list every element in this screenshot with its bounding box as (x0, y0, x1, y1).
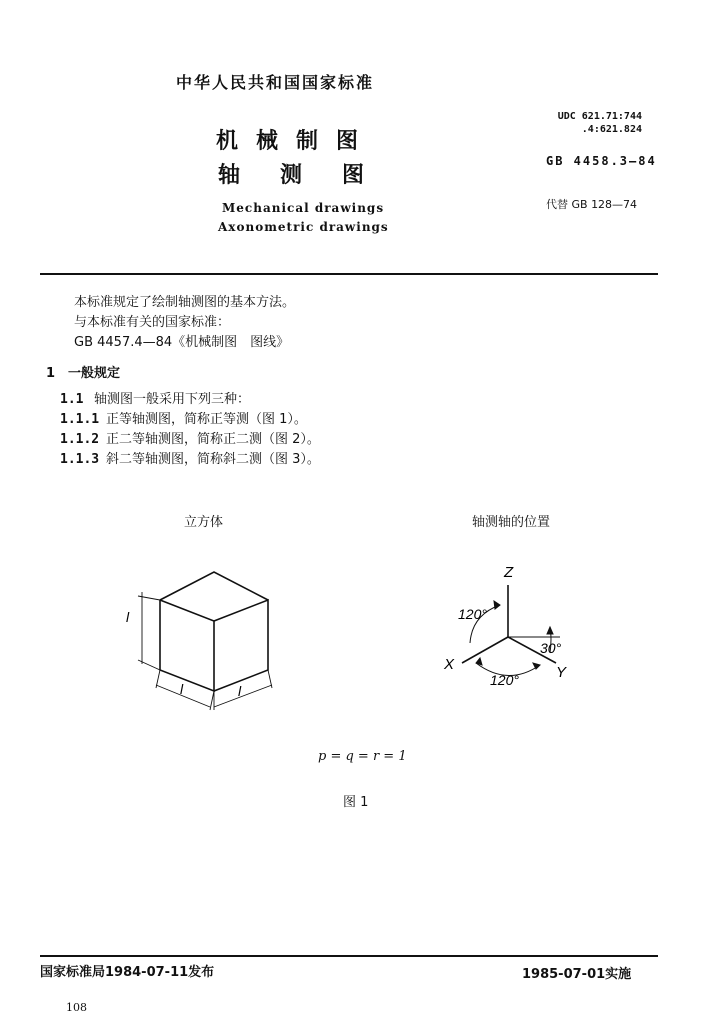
item-number: 1.1.1 (60, 412, 100, 427)
section-heading (46, 362, 120, 381)
item-number: 1.1.3 (60, 452, 100, 467)
item-text: 轴测图一般采用下列三种： (94, 392, 251, 407)
issued-date: 国家标准局1984-07-11发布 (40, 965, 215, 980)
item-text: 正二等轴测图，简称正二测（图 2）。 (106, 432, 320, 447)
dim-label-left: l (180, 681, 184, 697)
cube-caption: 立方体 (184, 515, 224, 530)
cube-front-face (160, 600, 214, 691)
angle-right-label: 30° (540, 640, 562, 656)
effective-date: 1985-07-01实施 (522, 967, 632, 982)
page-number: 108 (66, 1001, 87, 1014)
intro-line2: 与本标准有关的国家标准： (74, 315, 231, 330)
item-text: 正等轴测图，简称正等测（图 1）。 (106, 412, 307, 427)
angle-lower-label: 120° (490, 672, 519, 688)
udc-code (558, 110, 642, 136)
title-en-line1: Mechanical drawings (222, 201, 385, 215)
list-item (60, 448, 320, 467)
title-cn-line2: 轴测图 (218, 163, 405, 188)
cube-right-face (214, 600, 268, 691)
cube-top-face (160, 572, 268, 600)
axis-x-label: X (444, 656, 455, 673)
section-number: 1 (46, 366, 56, 381)
header-rule (40, 273, 658, 275)
dim-label-right: l (238, 683, 242, 699)
title-cn-line1: 机械制图 (216, 129, 377, 154)
ratio-formula: p = q = r = 1 (318, 749, 407, 764)
x-axis (462, 637, 508, 663)
item-number: 1.1.2 (60, 432, 100, 447)
intro-line1: 本标准规定了绘制轴测图的基本方法。 (74, 295, 296, 310)
angle-upper-label: 120° (458, 606, 487, 622)
footer-rule (40, 955, 658, 957)
dim-label-vertical: l (126, 609, 130, 625)
list-item (60, 428, 320, 447)
standard-org-title: 中华人民共和国国家标准 (176, 73, 375, 92)
item-text: 斜二等轴测图，简称斜二测（图 3）。 (106, 452, 320, 467)
list-item (60, 388, 250, 407)
gb-number: GB 4458.3—84 (546, 154, 657, 168)
axis-z-label: Z (504, 564, 514, 581)
section-title: 一般规定 (68, 366, 121, 381)
list-item (60, 408, 307, 427)
replaces-note: 代替 GB 128—74 (546, 198, 638, 211)
udc-line1: UDC 621.71:744 (557, 111, 642, 122)
intro-line3: GB 4457.4—84《机械制图 图线》 (74, 335, 290, 350)
title-en-line2: Axonometric drawings (218, 220, 389, 234)
item-number: 1.1 (60, 392, 84, 407)
axis-y-label: Y (556, 664, 567, 681)
axes-caption: 轴测轴的位置 (472, 515, 551, 530)
axes-figure (440, 555, 590, 695)
figure-caption: 图 1 (343, 795, 369, 810)
udc-line2: .4:621.824 (581, 124, 642, 135)
cube-figure (120, 560, 290, 730)
